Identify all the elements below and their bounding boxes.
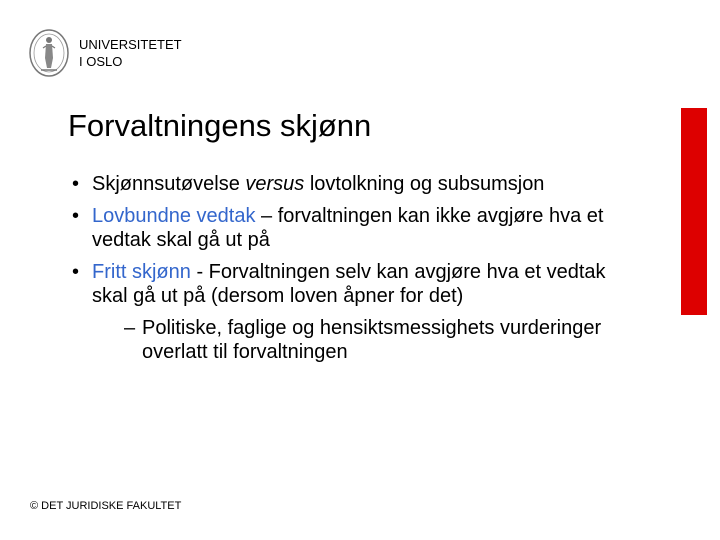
bullet-item xyxy=(72,172,612,196)
bullet-text: – forvaltningen kan ikke avgjøre hva et vedtak skal gå ut på xyxy=(92,205,604,251)
slide-content xyxy=(72,172,612,372)
bullet-text: Skjønnsutøvelse xyxy=(92,173,246,195)
bullet-marker: • xyxy=(72,261,80,283)
slide-title: Forvaltningens skjønn xyxy=(68,108,372,143)
bullet-text: - Forvaltningen selv kan avgjøre hva et vedtak skal gå ut på (dersom loven åpner for det) xyxy=(92,261,606,307)
footer-copyright: © DET JURIDISKE FAKULTET xyxy=(30,500,182,512)
sub-bullet-marker: – xyxy=(124,317,136,339)
bullet-text: lovtolkning og subsumsjon xyxy=(304,173,545,195)
bullet-term: Lovbundne vedtak xyxy=(92,205,256,227)
bullet-term: Fritt skjønn xyxy=(92,261,191,283)
sub-bullet-item xyxy=(92,316,612,364)
bullet-emphasis: versus xyxy=(245,173,305,195)
bullet-item xyxy=(72,204,612,252)
university-seal-icon xyxy=(28,28,70,78)
accent-bar xyxy=(681,108,707,315)
university-name-line1: UNIVERSITETET xyxy=(79,37,182,52)
sub-bullet-text: Politiske, faglige og hensiktsmessighets vurderinger overlatt til forvaltningen xyxy=(142,317,602,363)
bullet-marker: • xyxy=(72,173,80,195)
university-name xyxy=(79,36,182,70)
bullet-item xyxy=(72,260,612,364)
bullet-marker: • xyxy=(72,205,80,227)
university-name-line2: I OSLO xyxy=(79,54,123,69)
